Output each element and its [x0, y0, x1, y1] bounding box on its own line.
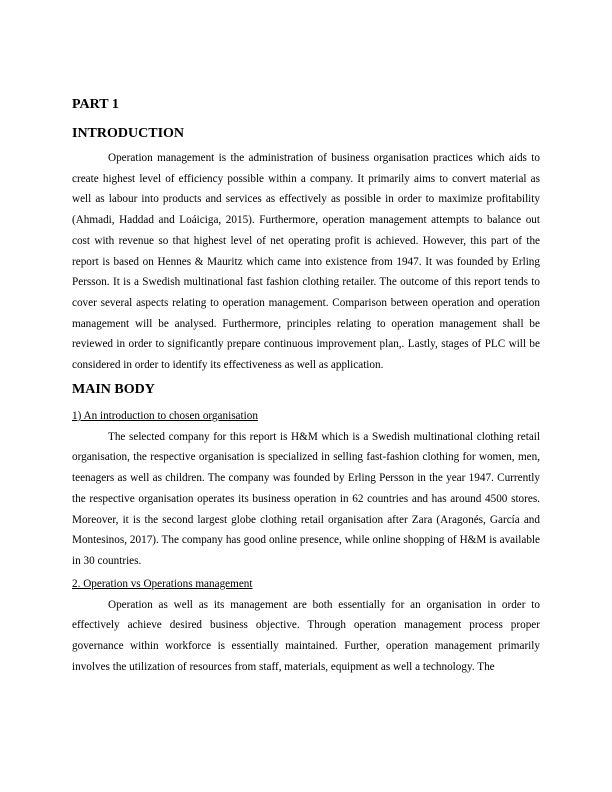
introduction-paragraph: Operation management is the administration of business organisation practices which aids to create highest level of efficiency possible within a company. It primarily aims to convert material as well as labour into products and services as effectively as possible in order to maximize profitability (Ahmadi, Haddad and Loáiciga, 2015). Furthermore, operation management attempts to balance out cost with revenue so that highest level of net operating profit is achieved. However, this part of the report is based on Hennes & Mauritz which came into existence from 1947. It was founded by Erling Persson. It is a Swedish multinational fast fashion clothing retailer. The outcome of this report tends to cover several aspects relating to operation management. Comparison between operation and operation management will be analysed. Furthermore, principles relating to operation management shall be reviewed in order to significantly prepare continuous improvement plan,. Lastly, stages of PLC will be considered in order to identify its effectiveness as well as application.: [72, 152, 540, 372]
introduction-heading: INTRODUCTION: [72, 126, 185, 141]
section-2-title: 2. Operation vs Operations management: [72, 577, 253, 590]
document-page: [72, 97, 540, 677]
section-1-title: 1) An introduction to chosen organisation: [72, 409, 258, 422]
main-body-heading: MAIN BODY: [72, 381, 155, 397]
section-1-paragraph: The selected company for this report is H&M which is a Swedish multinational clothing retail organisation, the respective organisation is specialized in selling fast-fashion clothing for women, men, teenagers as well as children. The company was founded by Erling Persson in the year 1947. Currently the respective organisation operates its business operation in 62 countries and has around 4500 stores. Moreover, it is the second largest globe clothing retail organisation after Zara (Aragonés, García and Montesinos, 2017). The company has good online presence, while online shopping of H&M is available in 30 countries.: [72, 430, 540, 567]
section-2-paragraph: Operation as well as its management are both essentially for an organisation in order to effectively achieve desired business objective. Through operation management process proper governance within workforce is essentially maintained. Further, operation management primarily involves the utilization of resources from staff, materials, equipment as well a technology. The: [72, 598, 540, 673]
part-label: PART 1: [72, 97, 119, 112]
